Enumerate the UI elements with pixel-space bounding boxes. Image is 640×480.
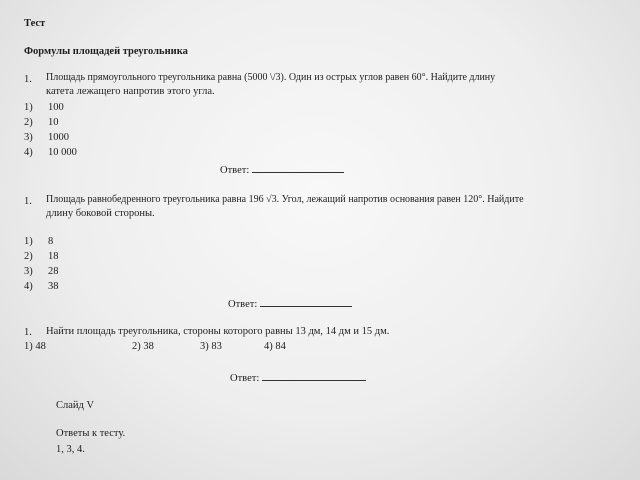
q1-option-4: 10 000: [48, 147, 77, 158]
q1-text-line2: катета лежащего напротив этого угла.: [46, 86, 215, 97]
q2-option-2: 18: [48, 251, 59, 262]
q3-number: 1.: [24, 327, 32, 338]
q1-option-2: 10: [48, 117, 59, 128]
q1-option-1: 100: [48, 102, 64, 113]
q2-option-3: 28: [48, 266, 59, 277]
q3-text: Найти площадь треугольника, стороны которого равны 13 дм, 14 дм и 15 дм.: [46, 326, 390, 337]
q1-text-line1: Площадь прямоугольного треугольника равна (5000 \/3). Один из острых углов равен 60°. Найдите длину: [46, 72, 496, 83]
q3-option-4: 4) 84: [264, 341, 286, 352]
header-label: Тест: [24, 18, 46, 29]
q2-answer-line: [228, 296, 352, 311]
q2-option-4-number: 4): [24, 281, 33, 292]
q2-option-3-number: 3): [24, 266, 33, 277]
q2-answer-blank: [260, 296, 352, 307]
q3-answer-label: Ответ:: [230, 373, 260, 384]
q1-answer-line: [220, 162, 344, 177]
q3-option-1: 1) 48: [24, 341, 46, 352]
q1-option-1-number: 1): [24, 102, 33, 113]
q1-option-3: 1000: [48, 132, 69, 143]
q1-option-3-number: 3): [24, 132, 33, 143]
q1-answer-blank: [252, 162, 344, 173]
q2-answer-label: Ответ:: [228, 299, 258, 310]
q1-option-4-number: 4): [24, 147, 33, 158]
page-title: Формулы площадей треугольника: [24, 46, 188, 57]
q2-option-4: 38: [48, 281, 59, 292]
q3-answer-line: [230, 370, 366, 385]
q1-option-2-number: 2): [24, 117, 33, 128]
q2-option-2-number: 2): [24, 251, 33, 262]
slide-label: Слайд V: [56, 400, 95, 411]
q3-option-2: 2) 38: [132, 341, 154, 352]
q1-answer-label: Ответ:: [220, 165, 250, 176]
q1-number: 1.: [24, 74, 32, 85]
q3-answer-blank: [262, 370, 366, 381]
q3-option-3: 3) 83: [200, 341, 222, 352]
q2-text-line1: Площадь равнобедренного треугольника равна 196 √3. Угол, лежащий напротив основания равен 120°. Найдите: [46, 194, 524, 205]
q2-number: 1.: [24, 196, 32, 207]
q2-option-1: 8: [48, 236, 54, 247]
answers-values: 1, 3, 4.: [56, 444, 85, 455]
answers-title: Ответы к тесту.: [56, 428, 126, 439]
q2-option-1-number: 1): [24, 236, 33, 247]
q2-text-line2: длину боковой стороны.: [46, 208, 155, 219]
